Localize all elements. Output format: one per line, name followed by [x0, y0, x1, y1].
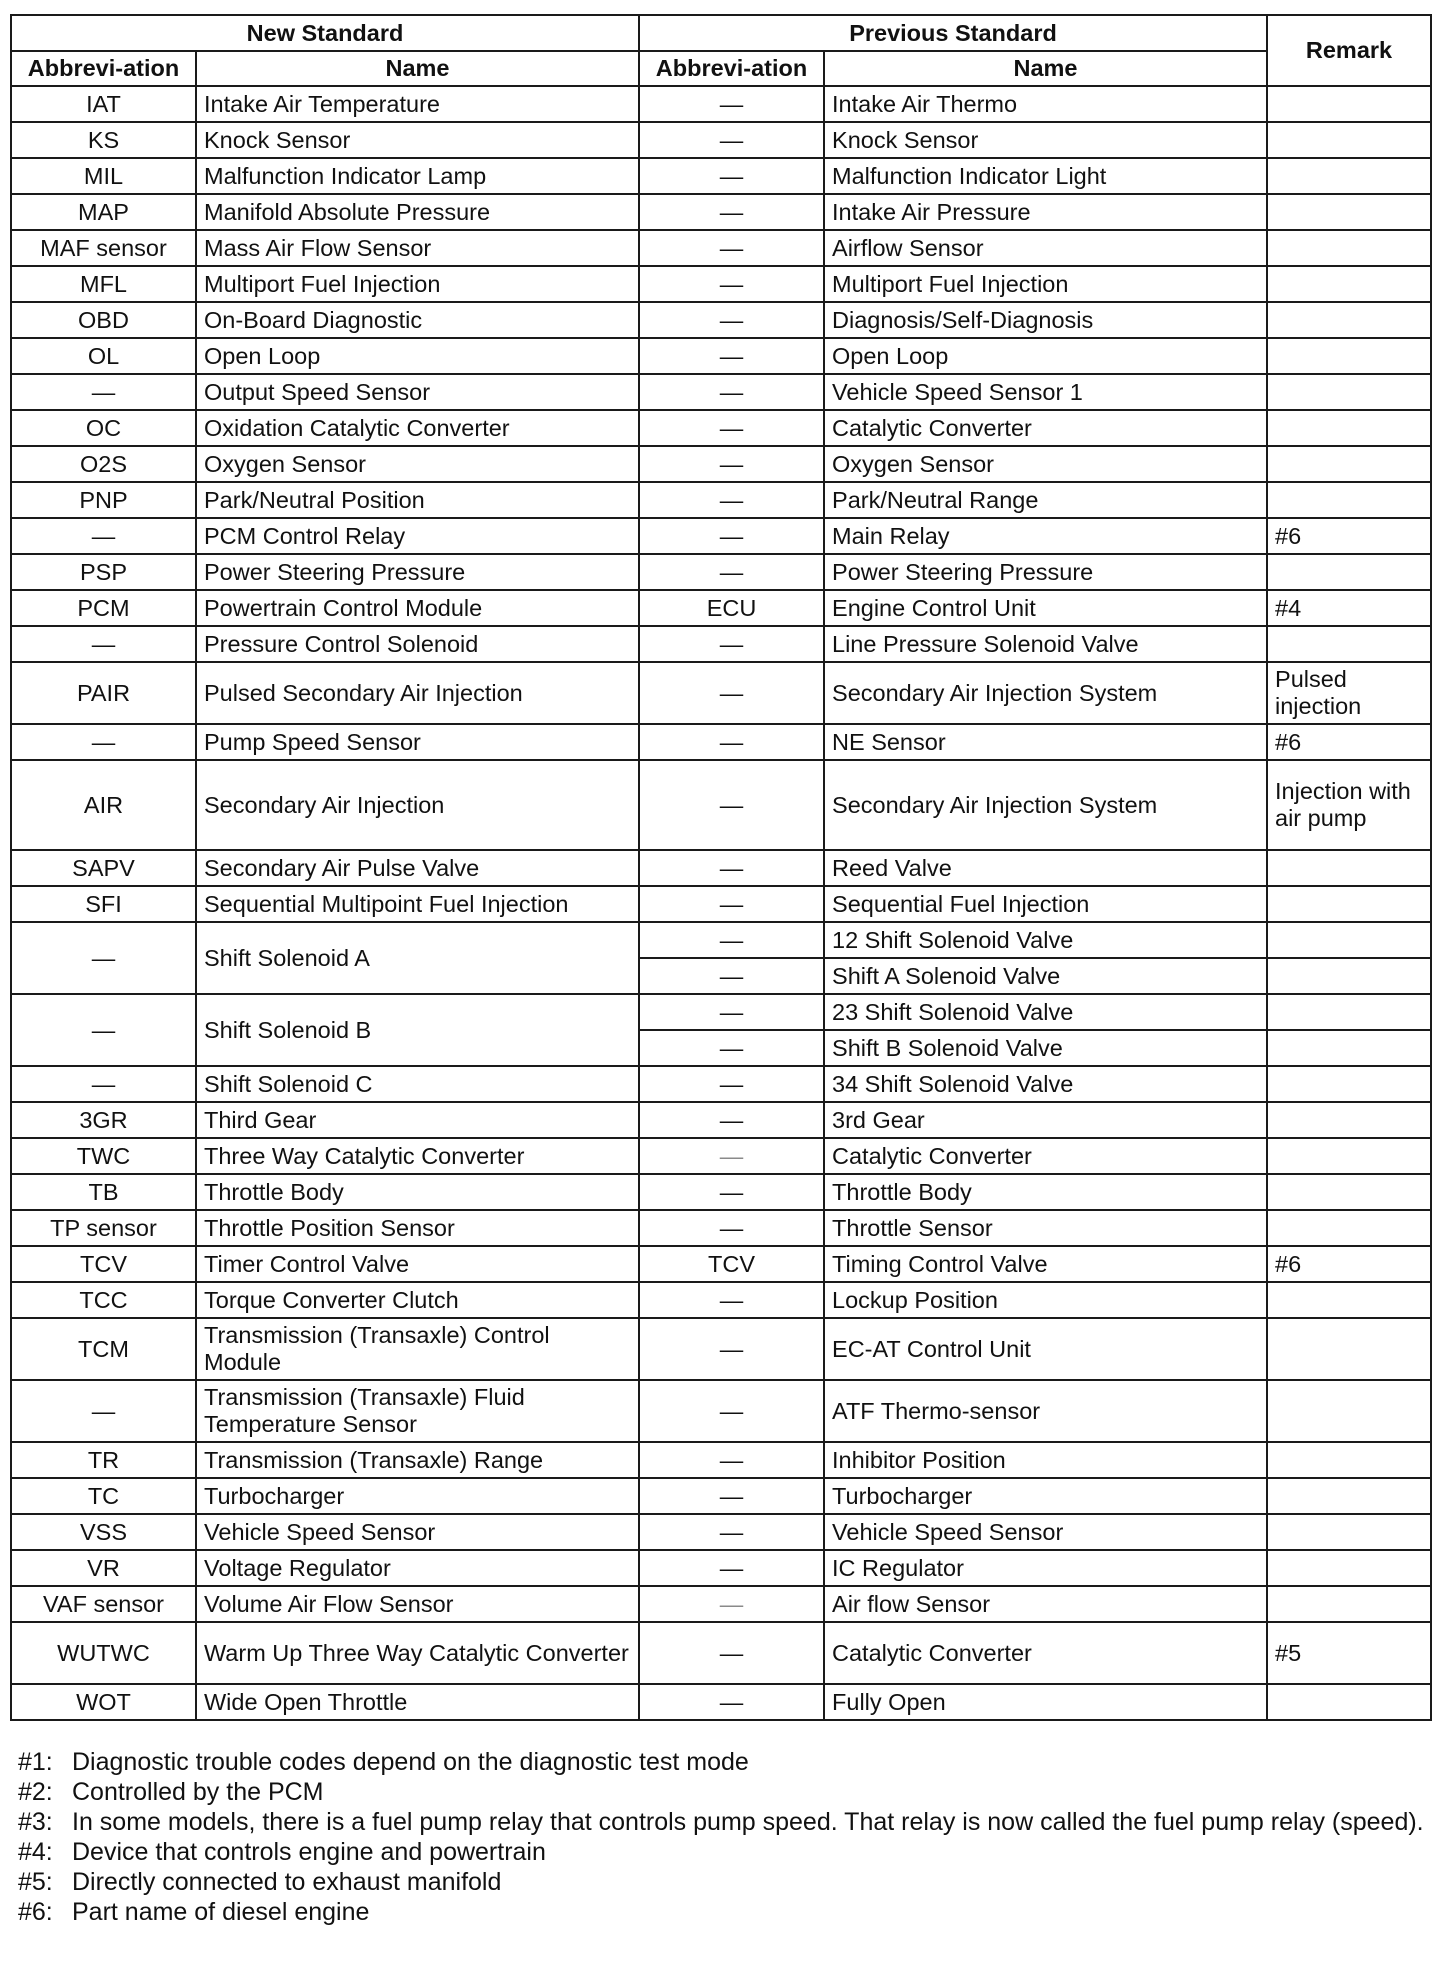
previous-abbreviation-cell: —	[639, 446, 824, 482]
new-abbreviation-cell: PAIR	[11, 662, 196, 724]
previous-abbreviation-cell: —	[639, 994, 824, 1030]
previous-name-header: Name	[824, 51, 1267, 86]
new-abbreviation-cell: 3GR	[11, 1102, 196, 1138]
new-abbreviation-cell: AIR	[11, 760, 196, 850]
new-name-cell: Sequential Multipoint Fuel Injection	[196, 886, 639, 922]
new-abbreviation-cell: MFL	[11, 266, 196, 302]
remark-cell: #6	[1267, 518, 1431, 554]
new-abbreviation-cell: TCV	[11, 1246, 196, 1282]
previous-abbreviation-cell: —	[639, 662, 824, 724]
new-abbreviation-cell: —	[11, 374, 196, 410]
footnote-text: Diagnostic trouble codes depend on the diagnostic test mode	[72, 1748, 749, 1776]
previous-name-cell: NE Sensor	[824, 724, 1267, 760]
new-abbreviation-cell: OBD	[11, 302, 196, 338]
previous-abbreviation-cell: —	[639, 1586, 824, 1622]
table-row	[11, 850, 1431, 886]
previous-name-cell: Reed Valve	[824, 850, 1267, 886]
previous-abbreviation-cell: —	[639, 922, 824, 958]
previous-name-cell: Engine Control Unit	[824, 590, 1267, 626]
previous-name-cell: ATF Thermo-sensor	[824, 1380, 1267, 1442]
previous-abbreviation-cell: —	[639, 410, 824, 446]
remark-cell	[1267, 850, 1431, 886]
table-row	[11, 1380, 1431, 1442]
remark-cell	[1267, 1066, 1431, 1102]
new-abbreviation-cell: O2S	[11, 446, 196, 482]
previous-name-cell: Vehicle Speed Sensor 1	[824, 374, 1267, 410]
previous-abbreviation-cell: —	[639, 1030, 824, 1066]
previous-abbreviation-header: Abbrevi-ation	[639, 51, 824, 86]
remark-cell: #5	[1267, 1622, 1431, 1684]
footnotes	[10, 1747, 1430, 1927]
previous-abbreviation-cell: —	[639, 760, 824, 850]
previous-name-cell: Park/Neutral Range	[824, 482, 1267, 518]
previous-name-cell: Sequential Fuel Injection	[824, 886, 1267, 922]
remark-cell	[1267, 1138, 1431, 1174]
new-name-cell: Power Steering Pressure	[196, 554, 639, 590]
previous-name-cell: Shift B Solenoid Valve	[824, 1030, 1267, 1066]
previous-abbreviation-cell: —	[639, 1442, 824, 1478]
previous-abbreviation-cell: —	[639, 338, 824, 374]
previous-abbreviation-cell: —	[639, 230, 824, 266]
new-name-cell: Timer Control Valve	[196, 1246, 639, 1282]
new-standard-header: New Standard	[11, 15, 639, 51]
table-row	[11, 158, 1431, 194]
previous-name-cell: Lockup Position	[824, 1282, 1267, 1318]
remark-cell	[1267, 86, 1431, 122]
remark-cell: Pulsed injection	[1267, 662, 1431, 724]
new-name-cell: Pulsed Secondary Air Injection	[196, 662, 639, 724]
previous-abbreviation-cell: ECU	[639, 590, 824, 626]
new-name-cell: Oxidation Catalytic Converter	[196, 410, 639, 446]
new-name-cell: Transmission (Transaxle) Fluid Temperature Sensor	[196, 1380, 639, 1442]
footnote	[10, 1837, 1430, 1867]
remark-cell	[1267, 158, 1431, 194]
new-abbreviation-cell: —	[11, 922, 196, 994]
previous-abbreviation-cell: —	[639, 1550, 824, 1586]
new-abbreviation-cell: PNP	[11, 482, 196, 518]
previous-name-cell: Throttle Sensor	[824, 1210, 1267, 1246]
new-name-cell: Multiport Fuel Injection	[196, 266, 639, 302]
previous-name-cell: 3rd Gear	[824, 1102, 1267, 1138]
previous-abbreviation-cell: —	[639, 626, 824, 662]
table-row	[11, 1282, 1431, 1318]
footnote-text: Controlled by the PCM	[72, 1778, 324, 1806]
previous-name-cell: Shift A Solenoid Valve	[824, 958, 1267, 994]
footnote	[10, 1807, 1430, 1837]
previous-abbreviation-cell: —	[639, 1684, 824, 1720]
table-row	[11, 1174, 1431, 1210]
remark-cell	[1267, 1210, 1431, 1246]
remark-cell	[1267, 230, 1431, 266]
table-row	[11, 338, 1431, 374]
new-abbreviation-cell: —	[11, 518, 196, 554]
previous-abbreviation-cell: —	[639, 122, 824, 158]
remark-cell	[1267, 446, 1431, 482]
new-name-cell: Knock Sensor	[196, 122, 639, 158]
new-abbreviation-cell: MAP	[11, 194, 196, 230]
table-row	[11, 410, 1431, 446]
table-row	[11, 626, 1431, 662]
new-name-cell: Warm Up Three Way Catalytic Converter	[196, 1622, 639, 1684]
previous-abbreviation-cell: —	[639, 850, 824, 886]
new-name-cell: Third Gear	[196, 1102, 639, 1138]
table-row	[11, 1550, 1431, 1586]
footnote	[10, 1897, 1430, 1927]
remark-cell	[1267, 886, 1431, 922]
previous-name-cell: Knock Sensor	[824, 122, 1267, 158]
remark-cell	[1267, 482, 1431, 518]
footnote-key: #2:	[18, 1778, 53, 1806]
previous-name-cell: Line Pressure Solenoid Valve	[824, 626, 1267, 662]
table-row	[11, 446, 1431, 482]
new-name-cell: Output Speed Sensor	[196, 374, 639, 410]
new-name-cell: Powertrain Control Module	[196, 590, 639, 626]
new-abbreviation-cell: VSS	[11, 1514, 196, 1550]
remark-cell	[1267, 1514, 1431, 1550]
table-row	[11, 1586, 1431, 1622]
new-abbreviation-cell: MIL	[11, 158, 196, 194]
remark-cell	[1267, 554, 1431, 590]
table-row	[11, 1138, 1431, 1174]
remark-cell	[1267, 302, 1431, 338]
previous-abbreviation-cell: —	[639, 1622, 824, 1684]
remark-cell	[1267, 1102, 1431, 1138]
previous-abbreviation-cell: —	[639, 86, 824, 122]
previous-name-cell: Intake Air Pressure	[824, 194, 1267, 230]
new-name-cell: Torque Converter Clutch	[196, 1282, 639, 1318]
previous-abbreviation-cell: —	[639, 1380, 824, 1442]
new-name-cell: Park/Neutral Position	[196, 482, 639, 518]
new-abbreviation-cell: SFI	[11, 886, 196, 922]
remark-cell: #6	[1267, 724, 1431, 760]
new-abbreviation-cell: WOT	[11, 1684, 196, 1720]
new-name-cell: Shift Solenoid A	[196, 922, 639, 994]
new-name-cell: Pressure Control Solenoid	[196, 626, 639, 662]
footnote-key: #5:	[18, 1868, 53, 1896]
previous-name-cell: Catalytic Converter	[824, 1138, 1267, 1174]
new-abbreviation-cell: WUTWC	[11, 1622, 196, 1684]
footnote-text: Directly connected to exhaust manifold	[72, 1868, 502, 1896]
previous-name-cell: Airflow Sensor	[824, 230, 1267, 266]
new-name-cell: Shift Solenoid C	[196, 1066, 639, 1102]
footnote-key: #6:	[18, 1898, 53, 1926]
previous-abbreviation-cell: —	[639, 482, 824, 518]
table-row	[11, 266, 1431, 302]
previous-name-cell: 12 Shift Solenoid Valve	[824, 922, 1267, 958]
new-name-cell: Turbocharger	[196, 1478, 639, 1514]
new-name-cell: Transmission (Transaxle) Control Module	[196, 1318, 639, 1380]
remark-cell: #4	[1267, 590, 1431, 626]
new-name-cell: Intake Air Temperature	[196, 86, 639, 122]
new-name-cell: On-Board Diagnostic	[196, 302, 639, 338]
table-row	[11, 1066, 1431, 1102]
table-row	[11, 122, 1431, 158]
new-abbreviation-header: Abbrevi-ation	[11, 51, 196, 86]
remark-cell	[1267, 338, 1431, 374]
new-name-cell: Transmission (Transaxle) Range	[196, 1442, 639, 1478]
footnote-text: Device that controls engine and powertrain	[72, 1838, 546, 1866]
table-row	[11, 1442, 1431, 1478]
previous-abbreviation-cell: —	[639, 1102, 824, 1138]
new-abbreviation-cell: TC	[11, 1478, 196, 1514]
previous-abbreviation-cell: —	[639, 158, 824, 194]
remark-cell	[1267, 266, 1431, 302]
new-name-cell: Mass Air Flow Sensor	[196, 230, 639, 266]
remark-cell	[1267, 1174, 1431, 1210]
document-page	[10, 14, 1430, 1927]
new-name-cell: Throttle Body	[196, 1174, 639, 1210]
previous-name-cell: Multiport Fuel Injection	[824, 266, 1267, 302]
new-name-cell: Secondary Air Injection	[196, 760, 639, 850]
table-row	[11, 1478, 1431, 1514]
previous-abbreviation-cell: —	[639, 724, 824, 760]
new-name-cell: Shift Solenoid B	[196, 994, 639, 1066]
remark-cell	[1267, 1318, 1431, 1380]
new-abbreviation-cell: TCC	[11, 1282, 196, 1318]
new-abbreviation-cell: VR	[11, 1550, 196, 1586]
new-abbreviation-cell: PCM	[11, 590, 196, 626]
remark-cell	[1267, 1586, 1431, 1622]
new-name-cell: Malfunction Indicator Lamp	[196, 158, 639, 194]
previous-name-cell: Malfunction Indicator Light	[824, 158, 1267, 194]
table-row	[11, 1514, 1431, 1550]
previous-name-cell: Diagnosis/Self-Diagnosis	[824, 302, 1267, 338]
previous-abbreviation-cell: —	[639, 1210, 824, 1246]
new-name-cell: Manifold Absolute Pressure	[196, 194, 639, 230]
new-name-cell: Vehicle Speed Sensor	[196, 1514, 639, 1550]
table-row	[11, 194, 1431, 230]
new-name-cell: Pump Speed Sensor	[196, 724, 639, 760]
table-header	[11, 15, 1431, 86]
new-abbreviation-cell: —	[11, 724, 196, 760]
footnote	[10, 1867, 1430, 1897]
new-abbreviation-cell: OL	[11, 338, 196, 374]
previous-abbreviation-cell: —	[639, 554, 824, 590]
previous-name-cell: IC Regulator	[824, 1550, 1267, 1586]
table-row	[11, 662, 1431, 724]
footnote	[10, 1777, 1430, 1807]
table-row	[11, 886, 1431, 922]
previous-abbreviation-cell: —	[639, 958, 824, 994]
remark-cell	[1267, 1380, 1431, 1442]
previous-abbreviation-cell: —	[639, 886, 824, 922]
new-name-cell: PCM Control Relay	[196, 518, 639, 554]
table-row	[11, 1684, 1431, 1720]
previous-name-cell: Open Loop	[824, 338, 1267, 374]
remark-cell	[1267, 1442, 1431, 1478]
remark-cell	[1267, 122, 1431, 158]
new-abbreviation-cell: —	[11, 994, 196, 1066]
previous-name-cell: Catalytic Converter	[824, 1622, 1267, 1684]
remark-cell	[1267, 1684, 1431, 1720]
footnote	[10, 1747, 1430, 1777]
previous-name-cell: Oxygen Sensor	[824, 446, 1267, 482]
previous-abbreviation-cell: —	[639, 374, 824, 410]
previous-name-cell: Air flow Sensor	[824, 1586, 1267, 1622]
table-row	[11, 1246, 1431, 1282]
previous-abbreviation-cell: —	[639, 1282, 824, 1318]
previous-name-cell: Vehicle Speed Sensor	[824, 1514, 1267, 1550]
previous-abbreviation-cell: —	[639, 1478, 824, 1514]
previous-name-cell: Intake Air Thermo	[824, 86, 1267, 122]
previous-name-cell: Throttle Body	[824, 1174, 1267, 1210]
table-row	[11, 1318, 1431, 1380]
new-abbreviation-cell: OC	[11, 410, 196, 446]
previous-abbreviation-cell: —	[639, 1174, 824, 1210]
table-row	[11, 86, 1431, 122]
remark-cell: #6	[1267, 1246, 1431, 1282]
previous-name-cell: Fully Open	[824, 1684, 1267, 1720]
remark-cell	[1267, 410, 1431, 446]
remark-header: Remark	[1267, 15, 1431, 86]
new-name-cell: Voltage Regulator	[196, 1550, 639, 1586]
abbreviation-table	[10, 14, 1432, 1721]
remark-cell	[1267, 922, 1431, 958]
table-body	[11, 86, 1431, 1720]
new-abbreviation-cell: IAT	[11, 86, 196, 122]
new-abbreviation-cell: —	[11, 626, 196, 662]
new-name-cell: Volume Air Flow Sensor	[196, 1586, 639, 1622]
remark-cell	[1267, 1282, 1431, 1318]
remark-cell: Injection with air pump	[1267, 760, 1431, 850]
table-row	[11, 230, 1431, 266]
new-abbreviation-cell: VAF sensor	[11, 1586, 196, 1622]
remark-cell	[1267, 374, 1431, 410]
previous-name-cell: EC-AT Control Unit	[824, 1318, 1267, 1380]
new-name-cell: Open Loop	[196, 338, 639, 374]
previous-abbreviation-cell: —	[639, 194, 824, 230]
previous-name-cell: Power Steering Pressure	[824, 554, 1267, 590]
previous-name-cell: 23 Shift Solenoid Valve	[824, 994, 1267, 1030]
previous-name-cell: Timing Control Valve	[824, 1246, 1267, 1282]
previous-abbreviation-cell: —	[639, 1066, 824, 1102]
new-name-header: Name	[196, 51, 639, 86]
table-row	[11, 518, 1431, 554]
table-row	[11, 724, 1431, 760]
footnote-key: #3:	[18, 1808, 53, 1836]
remark-cell	[1267, 194, 1431, 230]
table-row	[11, 760, 1431, 850]
new-abbreviation-cell: —	[11, 1380, 196, 1442]
table-row	[11, 302, 1431, 338]
new-abbreviation-cell: TR	[11, 1442, 196, 1478]
footnote-text: Part name of diesel engine	[72, 1898, 370, 1926]
new-name-cell: Wide Open Throttle	[196, 1684, 639, 1720]
previous-abbreviation-cell: —	[639, 302, 824, 338]
previous-name-cell: 34 Shift Solenoid Valve	[824, 1066, 1267, 1102]
new-name-cell: Oxygen Sensor	[196, 446, 639, 482]
previous-abbreviation-cell: TCV	[639, 1246, 824, 1282]
new-name-cell: Secondary Air Pulse Valve	[196, 850, 639, 886]
previous-abbreviation-cell: —	[639, 518, 824, 554]
remark-cell	[1267, 626, 1431, 662]
table-row	[11, 482, 1431, 518]
table-row	[11, 590, 1431, 626]
new-abbreviation-cell: SAPV	[11, 850, 196, 886]
previous-name-cell: Secondary Air Injection System	[824, 662, 1267, 724]
new-abbreviation-cell: —	[11, 1066, 196, 1102]
new-abbreviation-cell: MAF sensor	[11, 230, 196, 266]
previous-standard-header: Previous Standard	[639, 15, 1267, 51]
table-row	[11, 1102, 1431, 1138]
previous-abbreviation-cell: —	[639, 1514, 824, 1550]
new-abbreviation-cell: TB	[11, 1174, 196, 1210]
footnote-key: #1:	[18, 1748, 53, 1776]
previous-name-cell: Main Relay	[824, 518, 1267, 554]
table-row	[11, 374, 1431, 410]
remark-cell	[1267, 1550, 1431, 1586]
previous-name-cell: Turbocharger	[824, 1478, 1267, 1514]
table-row	[11, 1622, 1431, 1684]
new-name-cell: Three Way Catalytic Converter	[196, 1138, 639, 1174]
new-abbreviation-cell: TWC	[11, 1138, 196, 1174]
new-abbreviation-cell: TCM	[11, 1318, 196, 1380]
new-name-cell: Throttle Position Sensor	[196, 1210, 639, 1246]
table-row	[11, 554, 1431, 590]
footnote-text: In some models, there is a fuel pump relay that controls pump speed. That relay is now called the fuel pump relay (speed).	[72, 1808, 1424, 1836]
previous-abbreviation-cell: —	[639, 1318, 824, 1380]
remark-cell	[1267, 1478, 1431, 1514]
new-abbreviation-cell: TP sensor	[11, 1210, 196, 1246]
previous-name-cell: Secondary Air Injection System	[824, 760, 1267, 850]
remark-cell	[1267, 958, 1431, 994]
table-row	[11, 994, 1431, 1030]
previous-abbreviation-cell: —	[639, 266, 824, 302]
new-abbreviation-cell: KS	[11, 122, 196, 158]
new-abbreviation-cell: PSP	[11, 554, 196, 590]
remark-cell	[1267, 994, 1431, 1030]
previous-name-cell: Catalytic Converter	[824, 410, 1267, 446]
table-row	[11, 922, 1431, 958]
footnote-key: #4:	[18, 1838, 53, 1866]
previous-abbreviation-cell: —	[639, 1138, 824, 1174]
remark-cell	[1267, 1030, 1431, 1066]
table-row	[11, 1210, 1431, 1246]
previous-name-cell: Inhibitor Position	[824, 1442, 1267, 1478]
